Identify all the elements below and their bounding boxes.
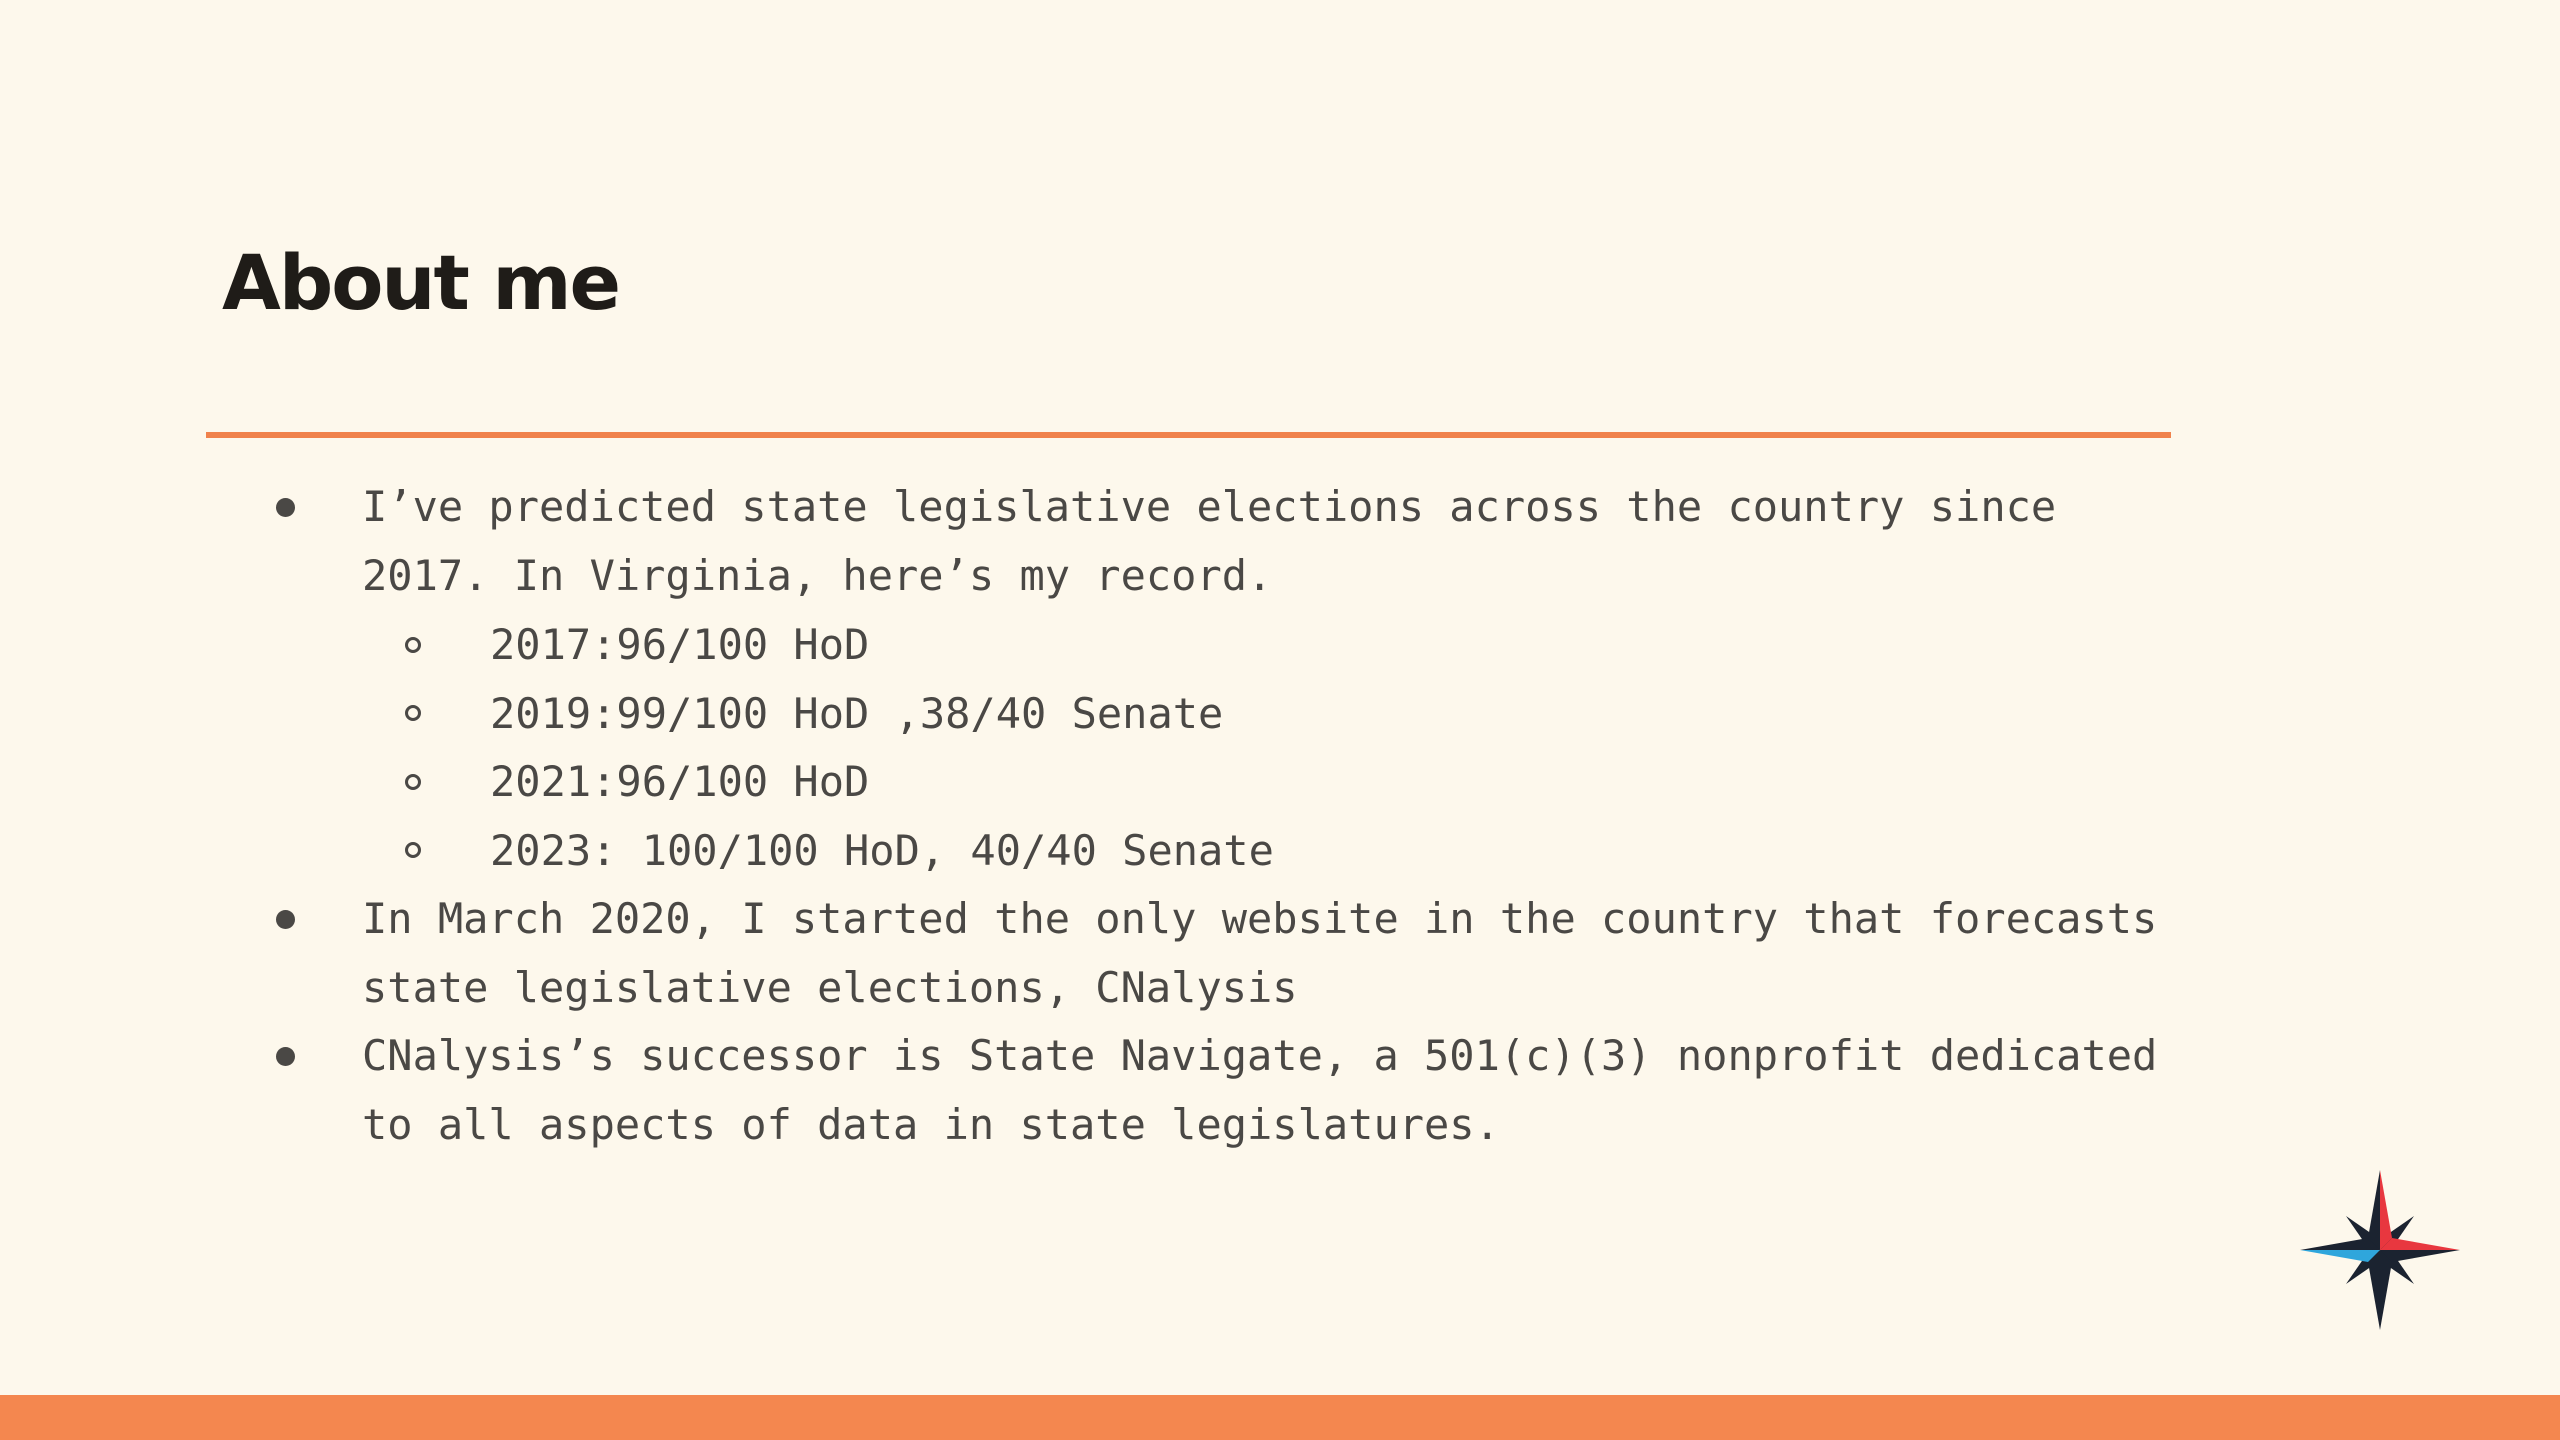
sub-bullet-marker	[405, 637, 421, 653]
record-item-2017: 2017:96/100 HoD	[490, 620, 870, 669]
footer-accent-bar	[0, 1395, 2560, 1440]
bullet-2-line-2: state legislative elections, CNalysis	[362, 963, 1298, 1012]
bullet-2-line-1: In March 2020, I started the only website in the country that forecasts	[362, 894, 2158, 943]
bullet-marker	[276, 498, 295, 517]
bullet-1-line-2: 2017. In Virginia, here’s my record.	[362, 551, 1273, 600]
record-item-2021: 2021:96/100 HoD	[490, 757, 870, 806]
bullet-3-line-2: to all aspects of data in state legislatures.	[362, 1100, 1500, 1149]
record-item-2023: 2023: 100/100 HoD, 40/40 Senate	[490, 826, 1274, 875]
compass-star-icon	[2298, 1168, 2462, 1332]
slide-title: About me	[222, 238, 620, 327]
sub-bullet-marker	[405, 774, 421, 790]
bullet-marker	[276, 1047, 295, 1066]
bullet-1-line-1: I’ve predicted state legislative elections across the country since	[362, 482, 2057, 531]
sub-bullet-marker	[405, 705, 421, 721]
sub-bullet-marker	[405, 842, 421, 858]
record-item-2019: 2019:99/100 HoD ,38/40 Senate	[490, 689, 1224, 738]
bullet-marker	[276, 910, 295, 929]
bullet-3-line-1: CNalysis’s successor is State Navigate, a 501(c)(3) nonprofit dedicated	[362, 1031, 2158, 1080]
title-divider	[206, 432, 2171, 438]
compass-main-points	[2300, 1170, 2460, 1330]
